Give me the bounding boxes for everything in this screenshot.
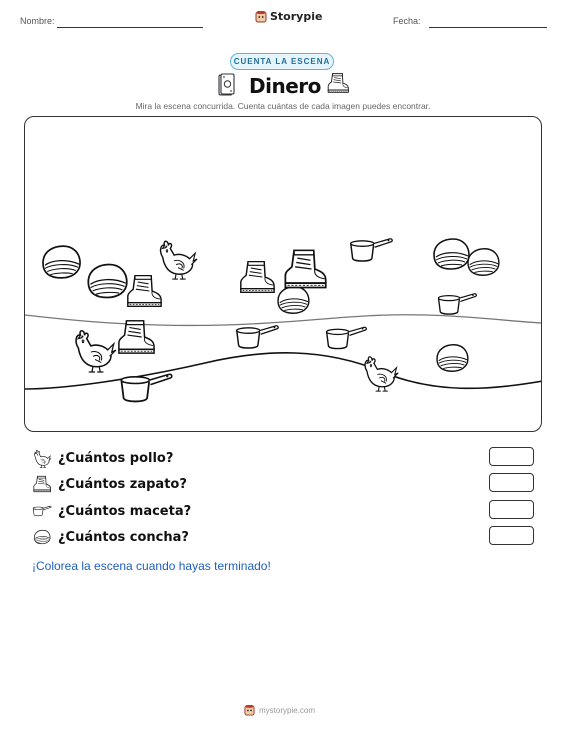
answer-box-pot[interactable] <box>489 500 534 519</box>
shell-icon <box>468 249 499 275</box>
shell-icon <box>278 287 309 313</box>
answer-box-chicken[interactable] <box>489 447 534 466</box>
color-instruction: ¡Colorea la escena cuando hayas terminado! <box>32 559 271 573</box>
question-text: ¿Cuántos zapato? <box>58 476 187 492</box>
question-text: ¿Cuántos maceta? <box>58 503 192 519</box>
shell-icon <box>434 239 469 269</box>
shell-icon <box>32 527 52 547</box>
pot-icon <box>237 326 278 348</box>
boot-title-icon <box>326 72 350 94</box>
question-row-shell <box>32 526 189 548</box>
footer-url[interactable]: mystorypie.com <box>259 705 316 715</box>
brand-name: Storypie <box>270 10 323 23</box>
pot-icon <box>351 239 392 261</box>
shell-icon <box>43 246 80 278</box>
question-row-pot <box>32 500 191 522</box>
scene-drawing <box>25 117 542 432</box>
chicken-icon <box>76 331 116 372</box>
question-text: ¿Cuántos pollo? <box>58 450 174 466</box>
question-text: ¿Cuántos concha? <box>58 529 189 545</box>
boot-icon <box>128 276 161 307</box>
question-row-boot <box>32 473 187 495</box>
storypie-logo-icon <box>255 10 267 23</box>
shell-icon <box>88 265 127 298</box>
pot-icon <box>121 374 171 401</box>
busy-scene <box>24 116 542 432</box>
brand-logo <box>255 10 322 23</box>
footer <box>244 704 315 716</box>
pot-icon <box>327 327 367 348</box>
instructions: Mira la escena concurrida. Cuenta cuántas de cada imagen puedes encontrar. <box>135 101 431 111</box>
answer-box-shell[interactable] <box>489 526 534 545</box>
page-title: Dinero <box>249 74 321 98</box>
money-icon <box>217 73 236 97</box>
answer-box-boot[interactable] <box>489 473 534 492</box>
storypie-logo-icon <box>244 704 255 716</box>
chicken-icon <box>365 357 398 391</box>
date-label: Fecha: <box>393 16 421 26</box>
chicken-icon <box>161 241 198 279</box>
chicken-icon <box>32 448 52 468</box>
date-field[interactable] <box>429 27 547 28</box>
question-row-chicken <box>32 447 173 469</box>
boot-icon <box>32 474 52 494</box>
shell-icon <box>437 345 468 371</box>
boot-icon <box>119 321 154 353</box>
pot-icon <box>439 294 477 314</box>
boot-icon <box>285 250 325 287</box>
activity-badge: CUENTA LA ESCENA <box>230 53 334 70</box>
name-field[interactable] <box>57 27 203 28</box>
boot-icon <box>241 262 274 293</box>
pot-icon <box>32 501 52 521</box>
name-label: Nombre: <box>20 16 55 26</box>
